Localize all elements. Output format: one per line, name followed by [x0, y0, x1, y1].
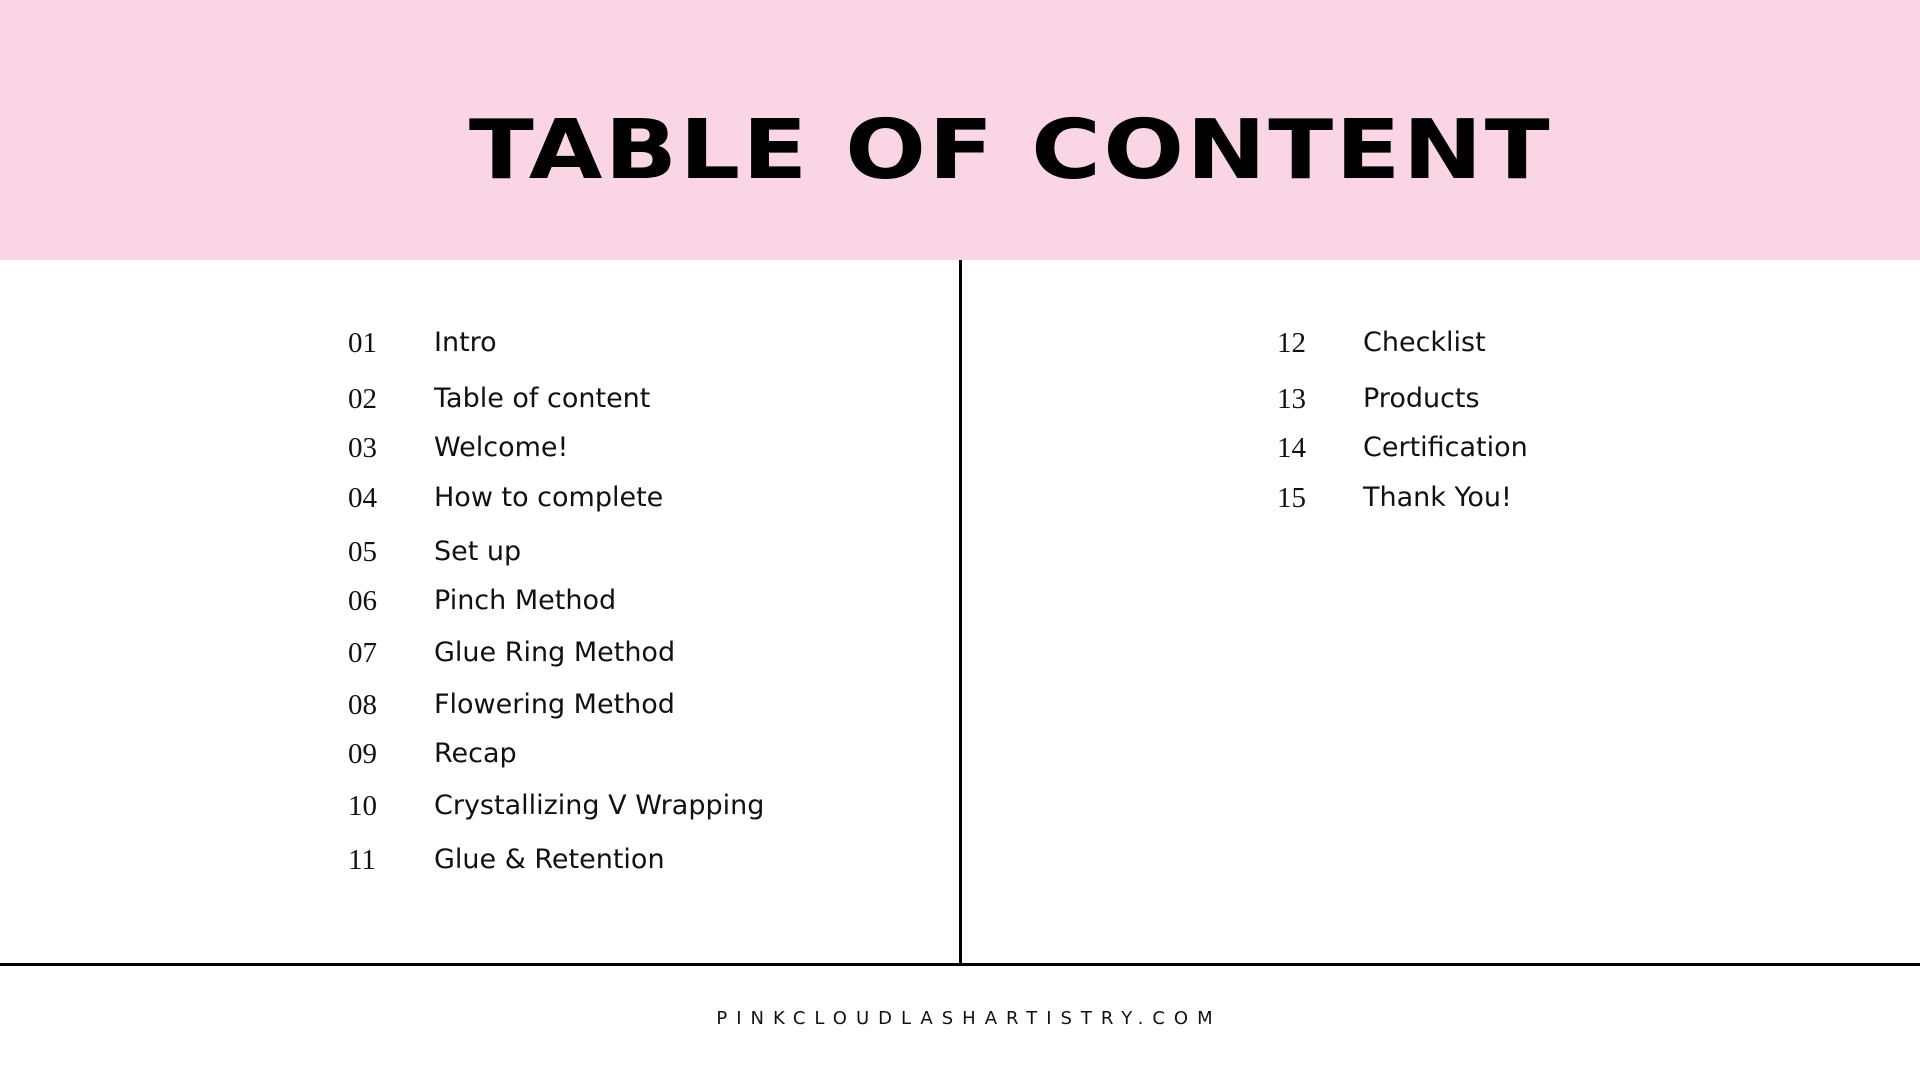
- toc-number: 13: [1277, 383, 1306, 415]
- website-footer: PINKCLOUDLASHARTISTRY.COM: [716, 1008, 1222, 1029]
- toc-number: 12: [1277, 327, 1306, 359]
- toc-label: Glue Ring Method: [434, 637, 676, 668]
- column-divider: [959, 260, 962, 965]
- toc-number: 02: [348, 383, 377, 415]
- toc-label: Glue & Retention: [434, 844, 665, 875]
- toc-number: 04: [348, 482, 377, 514]
- toc-label: Products: [1363, 383, 1480, 414]
- toc-number: 01: [348, 327, 377, 359]
- toc-label: Thank You!: [1363, 482, 1512, 513]
- toc-label: Crystallizing V Wrapping: [434, 790, 765, 821]
- toc-label: Set up: [434, 536, 522, 567]
- toc-number: 09: [348, 738, 377, 770]
- toc-number: 10: [348, 790, 377, 822]
- toc-number: 08: [348, 689, 377, 721]
- toc-label: Table of content: [434, 383, 651, 414]
- header-banner: [0, 0, 1920, 260]
- footer-divider: [0, 963, 1920, 966]
- page-title: TABLE OF CONTENT: [468, 103, 1552, 198]
- toc-label: Certification: [1363, 432, 1528, 463]
- toc-number: 06: [348, 585, 377, 617]
- toc-label: How to complete: [434, 482, 664, 513]
- toc-label: Flowering Method: [434, 689, 675, 720]
- toc-number: 05: [348, 536, 377, 568]
- toc-number: 11: [348, 844, 376, 876]
- toc-label: Pinch Method: [434, 585, 617, 616]
- toc-label: Intro: [434, 327, 497, 358]
- toc-label: Checklist: [1363, 327, 1486, 358]
- toc-number: 14: [1277, 432, 1306, 464]
- toc-label: Recap: [434, 738, 517, 769]
- toc-number: 03: [348, 432, 377, 464]
- toc-number: 15: [1277, 482, 1306, 514]
- toc-number: 07: [348, 637, 377, 669]
- toc-label: Welcome!: [434, 432, 569, 463]
